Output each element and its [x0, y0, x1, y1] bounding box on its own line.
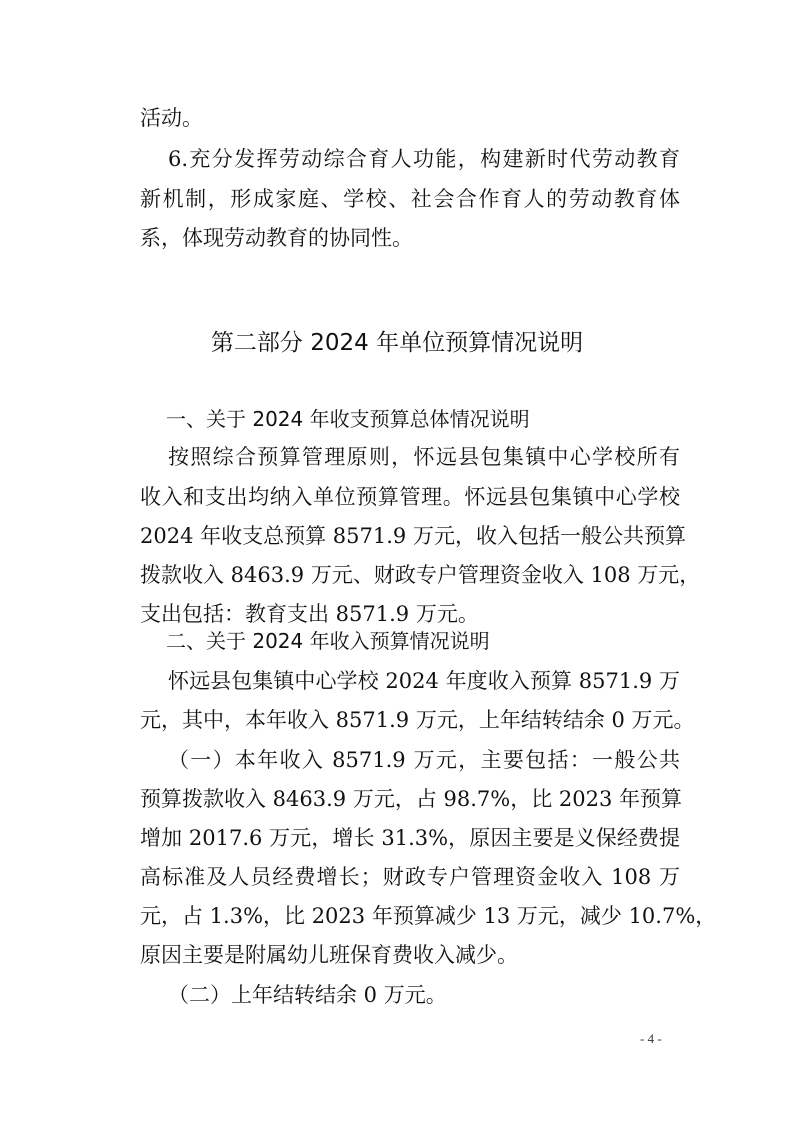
- section-1-heading: 一、关于 2024 年收支预算总体情况说明: [166, 407, 530, 431]
- subsection-1-line: 增加 2017.6 万元，增长 31.3%，原因主要是义保经费提: [140, 826, 680, 850]
- section-1-line: 支出包括：教育支出 8571.9 万元。: [140, 602, 479, 626]
- part-title: 第二部分 2024 年单位预算情况说明: [210, 330, 584, 356]
- subsection-1-line: 原因主要是附属幼儿班保育费收入减少。: [140, 943, 518, 967]
- item-6-line: 6.充分发挥劳动综合育人功能，构建新时代劳动教育: [168, 147, 680, 171]
- intro-line: 活动。: [140, 106, 203, 130]
- section-1-line: 拨款收入 8463.9 万元、财政专户管理资金收入 108 万元，: [140, 563, 701, 587]
- subsection-1-line: 元，占 1.3%，比 2023 年预算减少 13 万元，减少 10.7%，: [140, 904, 717, 928]
- item-6-line: 系，体现劳动教育的协同性。: [140, 226, 413, 250]
- subsection-1-line: 预算拨款收入 8463.9 万元，占 98.7%，比 2023 年预算: [140, 787, 683, 811]
- section-2-line: 怀远县包集镇中心学校 2024 年度收入预算 8571.9 万: [168, 669, 680, 693]
- section-2-line: 元，其中，本年收入 8571.9 万元，上年结转结余 0 万元。: [140, 708, 695, 732]
- subsection-2-line: （二）上年结转结余 0 万元。: [168, 983, 447, 1007]
- section-1-line: 按照综合预算管理原则，怀远县包集镇中心学校所有: [168, 445, 680, 469]
- section-1-line: 2024 年收支总预算 8571.9 万元，收入包括一般公共预算: [140, 524, 686, 548]
- page-number: - 4 -: [640, 1031, 662, 1046]
- section-1-line: 收入和支出均纳入单位预算管理。怀远县包集镇中心学校: [140, 485, 680, 509]
- section-2-heading: 二、关于 2024 年收入预算情况说明: [166, 629, 490, 653]
- subsection-1-line: （一）本年收入 8571.9 万元，主要包括：一般公共: [168, 748, 680, 772]
- item-6-line: 新机制，形成家庭、学校、社会合作育人的劳动教育体: [140, 187, 680, 211]
- subsection-1-line: 高标准及人员经费增长；财政专户管理资金收入 108 万: [140, 865, 680, 889]
